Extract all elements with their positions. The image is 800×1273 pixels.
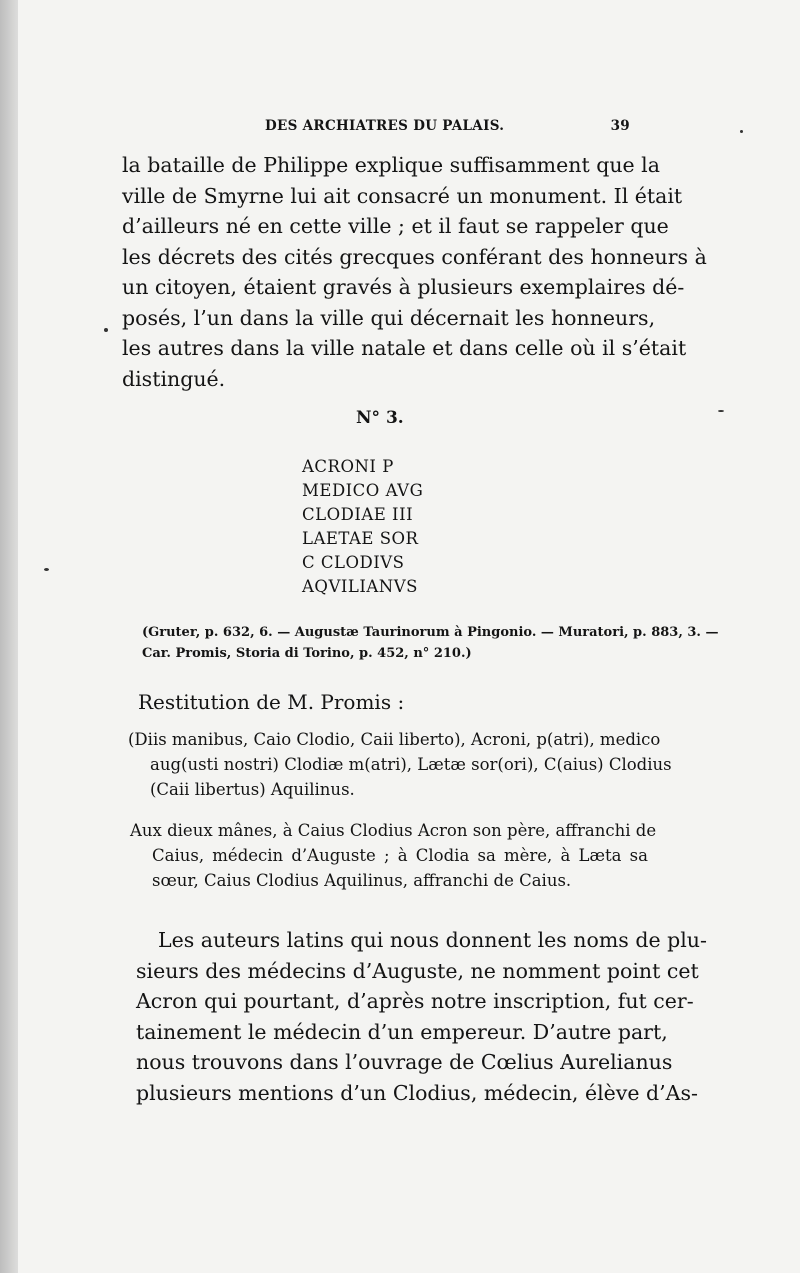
text-line: les autres dans la ville natale et dans celle où il s’était	[122, 336, 687, 360]
page-number: 39	[610, 118, 630, 134]
ink-speck	[104, 328, 108, 332]
text-line: distingué.	[122, 366, 226, 391]
restitution-heading: Restitution de M. Promis :	[138, 690, 405, 714]
text-line: sieurs des médecins d’Auguste, ne nomment point cet	[136, 958, 699, 983]
latin-line: aug(usti nostri) Clodiæ m(atri), Lætæ sor(ori), C(aius) Clodius	[150, 755, 672, 774]
inscription-line: MEDICO AVG	[302, 481, 424, 500]
latin-line: (Caii libertus) Aquilinus.	[150, 780, 355, 799]
inscription-line: ACRONI P	[302, 457, 394, 476]
ink-speck	[44, 568, 49, 571]
paragraph-2	[136, 925, 707, 1108]
latin-line: (Diis manibus, Caio Clodio, Caii liberto), Acroni, p(atri), medico	[128, 730, 661, 749]
text-line: les décrets des cités grecques conférant des honneurs à	[122, 244, 707, 269]
text-line: Les auteurs latins qui nous donnent les noms de plu-	[158, 928, 707, 952]
text-line: ville de Smyrne lui ait consacré un monument. Il était	[122, 183, 683, 208]
text-line: Acron qui pourtant, d’après notre inscription, fut cer-	[136, 989, 694, 1013]
text-line: posés, l’un dans la ville qui décernait les honneurs,	[122, 305, 656, 330]
bibliographic-references	[142, 622, 719, 664]
french-line: sœur, Caius Clodius Aquilinus, affranchi de Caius.	[152, 871, 572, 890]
inscription-text	[302, 455, 423, 599]
inscription-line: C CLODIVS	[302, 553, 405, 572]
text-line: la bataille de Philippe explique suffisamment que la	[122, 153, 660, 177]
inscription-line: CLODIAE III	[302, 505, 414, 524]
paragraph-1	[122, 150, 707, 394]
latin-restitution	[128, 727, 672, 802]
text-line: un citoyen, étaient gravés à plusieurs exemplaires dé-	[122, 275, 685, 299]
text-line: plusieurs mentions d’un Clodius, médecin, élève d’As-	[136, 1080, 698, 1105]
running-head-title: DES ARCHIATRES DU PALAIS.	[265, 118, 505, 134]
running-head	[265, 118, 630, 134]
text-line: nous trouvons dans l’ouvrage de Cœlius Aurelianus	[136, 1050, 673, 1074]
reference-line: Car. Promis, Storia di Torino, p. 452, n° 210.)	[142, 646, 472, 661]
french-line: Aux dieux mânes, à Caius Clodius Acron son père, affranchi de	[130, 821, 657, 840]
inscription-line: LAETAE SOR	[302, 529, 419, 548]
ink-speck	[718, 410, 724, 412]
french-line: Caius, médecin d’Auguste ; à Clodia sa mère, à Læta sa	[152, 846, 648, 865]
inscription-line: AQVILIANVS	[302, 577, 418, 596]
reference-line: (Gruter, p. 632, 6. — Augustæ Taurinorum à Pingonio. — Muratori, p. 883, 3. —	[142, 625, 719, 640]
ink-speck	[740, 130, 743, 133]
text-line: d’ailleurs né en cette ville ; et il faut se rappeler que	[122, 214, 669, 238]
text-line: tainement le médecin d’un empereur. D’autre part,	[136, 1019, 668, 1044]
french-translation	[130, 818, 657, 893]
inscription-number: N° 3.	[356, 408, 404, 428]
